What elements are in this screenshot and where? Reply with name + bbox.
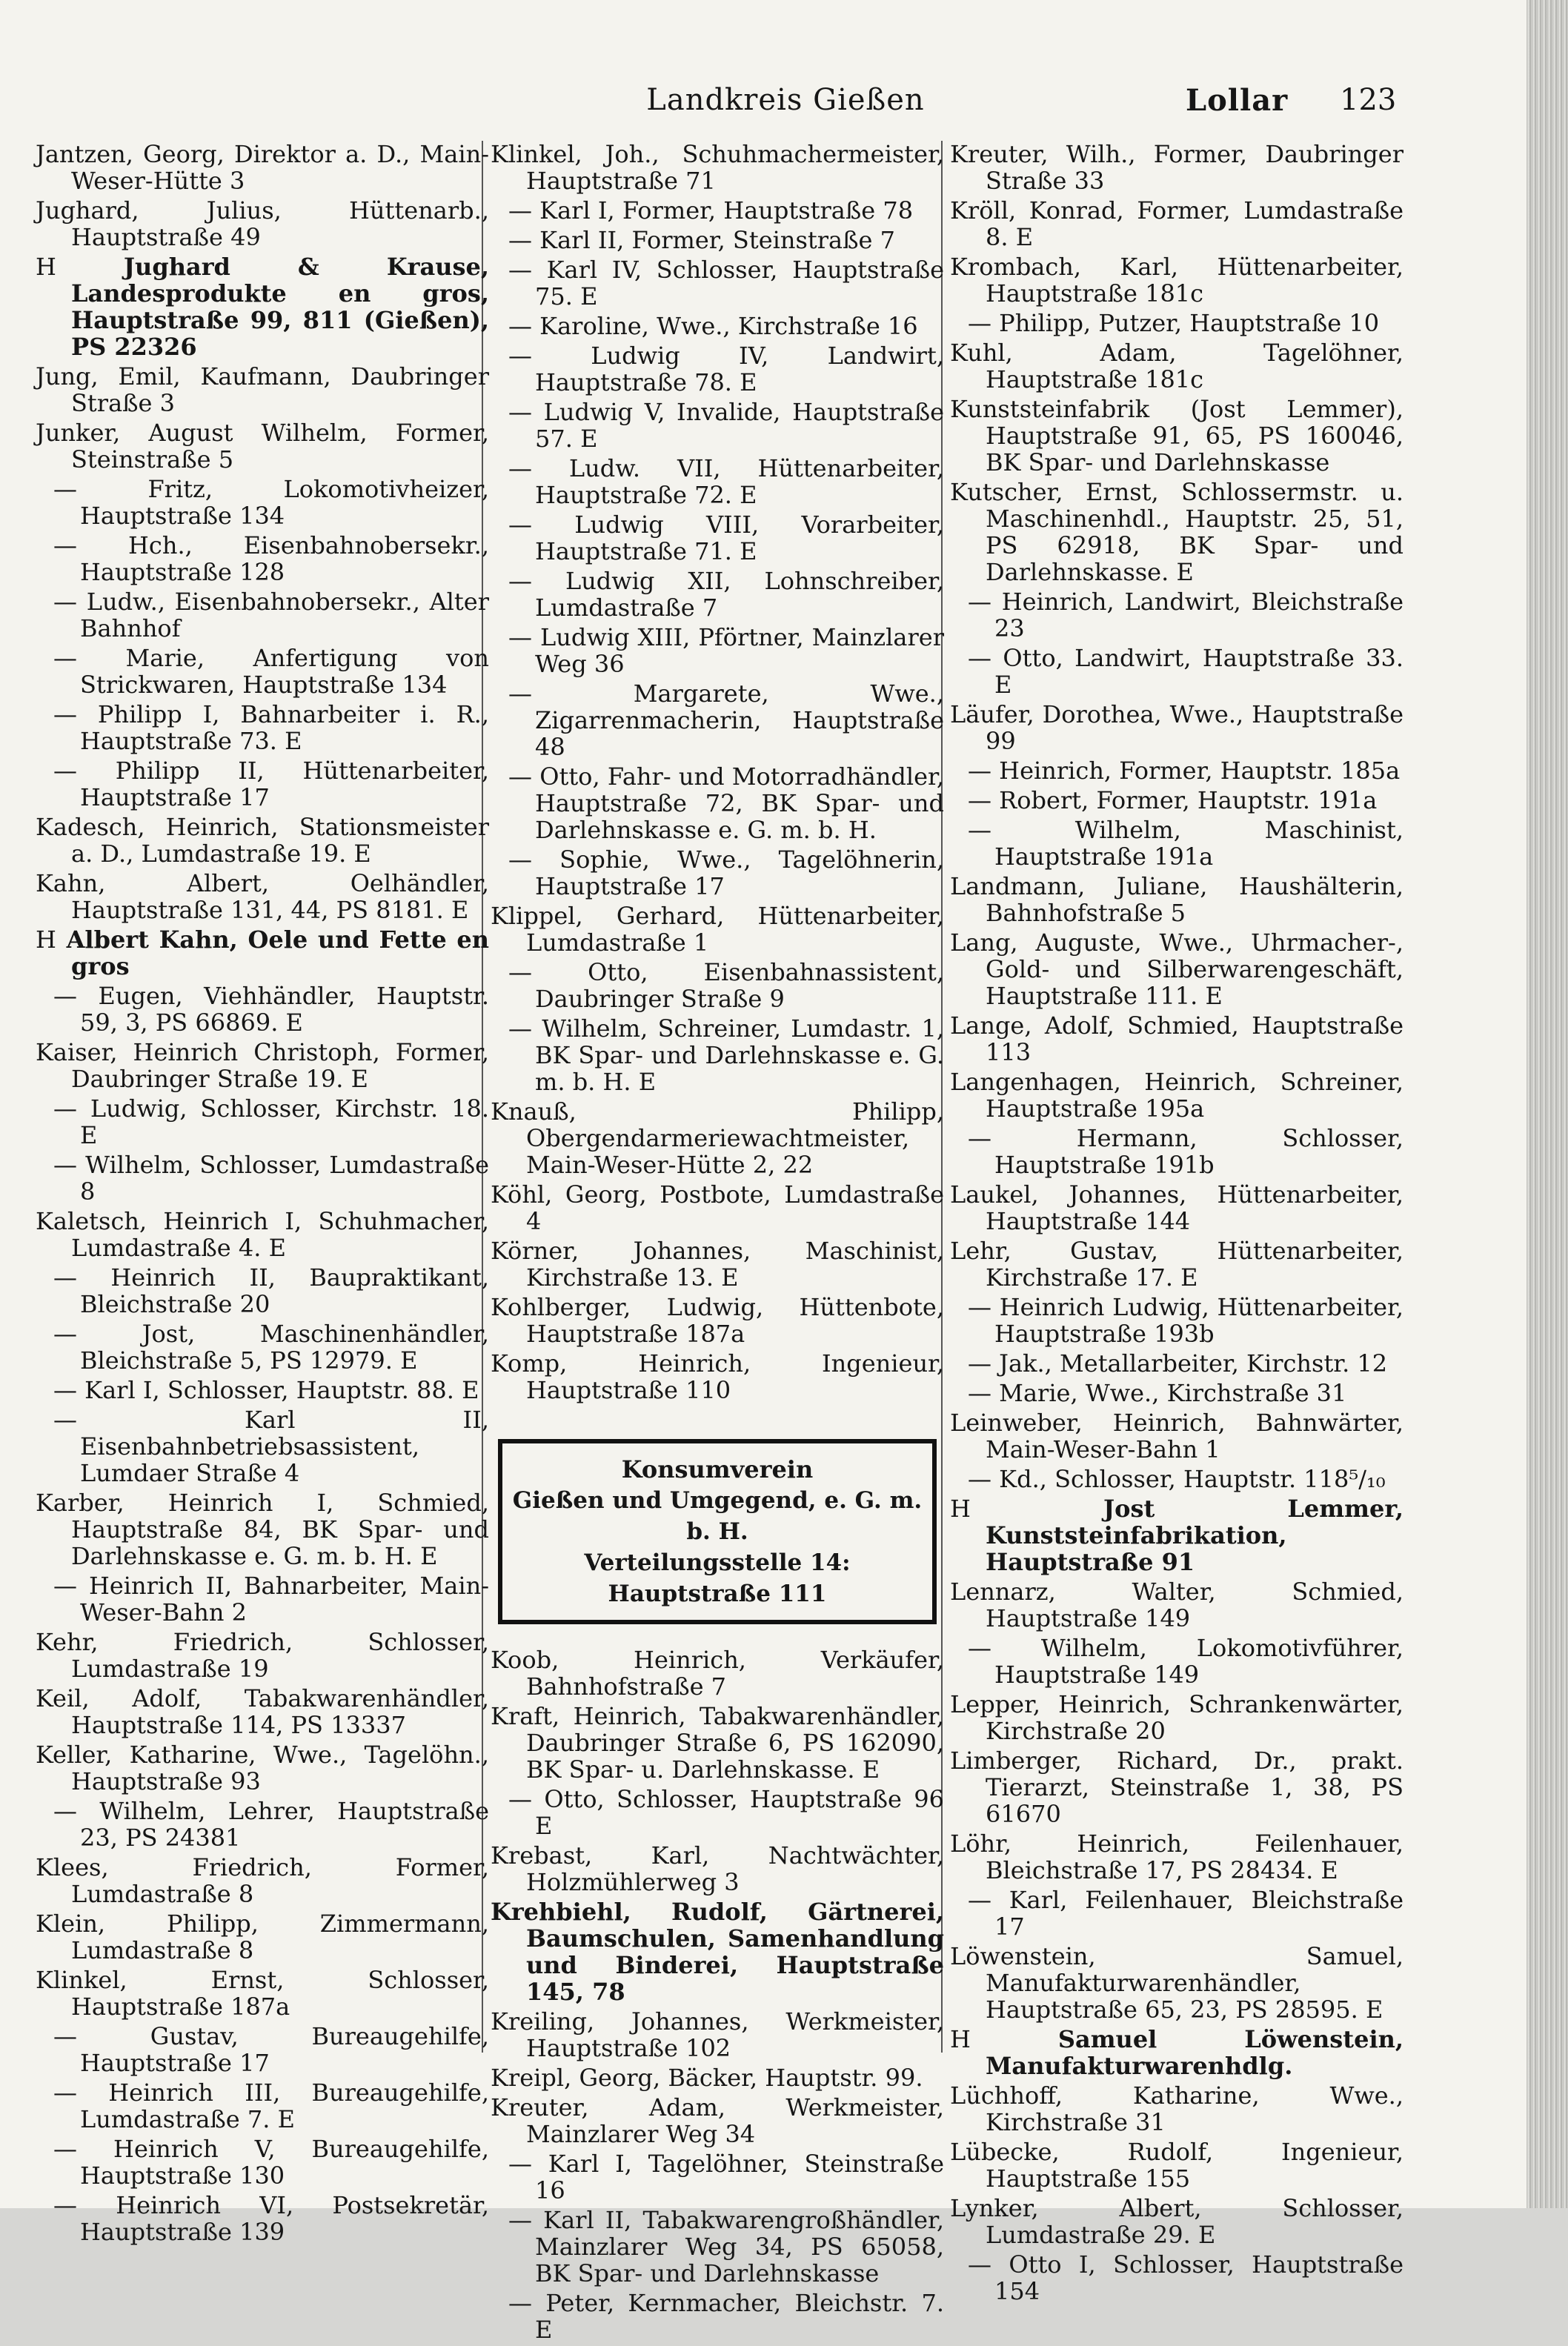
entry-text: Jughard & Krause, Landesprodukte en gros, Hauptstraße 99, 811 (Gießen), PS 22326	[71, 253, 489, 361]
directory-entry	[950, 1943, 1403, 2023]
entry-text: Kaletsch, Heinrich I, Schuhmacher, Lumdastraße 4. E	[36, 1207, 489, 1262]
entry-text: Limberger, Richard, Dr., prakt. Tierarzt, Steinstraße 1, 38, PS 61670	[950, 1747, 1403, 1828]
entry-text: Heinrich Ludwig, Hüttenarbeiter, Hauptstraße 193b	[994, 1293, 1403, 1348]
directory-entry	[950, 2195, 1403, 2248]
place-heading: Lollar	[1186, 83, 1289, 118]
directory-sub-entry	[36, 983, 489, 1036]
directory-sub-entry	[491, 2207, 944, 2287]
ditto-dash: —	[53, 2135, 114, 2163]
entry-text: Eugen, Viehhändler, Hauptstr. 59, 3, PS 66869. E	[80, 982, 490, 1037]
register-marker: H	[36, 926, 56, 954]
entry-text: Sophie, Wwe., Tagelöhnerin, Hauptstraße 17	[535, 845, 945, 900]
directory-sub-entry	[491, 680, 944, 760]
entry-text: Koob, Heinrich, Verkäufer, Bahnhofstraße 7	[491, 1646, 944, 1701]
directory-sub-entry	[36, 1152, 489, 1205]
directory-entry	[950, 2082, 1403, 2136]
directory-sub-entry	[950, 645, 1403, 698]
ditto-dash: —	[53, 475, 148, 503]
directory-entry	[950, 1747, 1403, 1827]
entry-text: Kreiling, Johannes, Werkmeister, Hauptstraße 102	[491, 2007, 944, 2062]
entry-text: Kreuter, Wilh., Former, Daubringer Straße 33	[950, 140, 1403, 195]
directory-entry	[950, 2139, 1403, 2192]
ditto-dash: —	[53, 982, 99, 1010]
directory-sub-entry	[36, 532, 489, 585]
directory-sub-entry	[491, 1786, 944, 1839]
entry-text: Robert, Former, Hauptstr. 191a	[999, 786, 1378, 814]
entry-text: Otto I, Schlosser, Hauptstraße 154	[994, 2250, 1403, 2305]
directory-sub-entry	[950, 787, 1403, 814]
ditto-dash: —	[53, 2191, 116, 2219]
entry-text: Fritz, Lokomotivheizer, Hauptstraße 134	[80, 475, 490, 530]
ditto-dash: —	[508, 398, 544, 426]
directory-entry	[950, 197, 1403, 250]
directory-sub-entry	[950, 1350, 1403, 1377]
entry-text: Kreipl, Georg, Bäcker, Hauptstr. 99.	[491, 2064, 923, 2092]
entry-text: Karl I, Former, Hauptstraße 78	[539, 196, 914, 225]
entry-text: Samuel Löwenstein, Manufakturwarenhdlg.	[986, 2025, 1403, 2080]
firm-entry	[950, 1495, 1403, 1575]
entry-text: Kunststeinfabrik (Jost Lemmer), Hauptstraße 91, 65, PS 160046, BK Spar- und Darlehnskasse	[950, 395, 1403, 476]
entry-text: Jantzen, Georg, Direktor a. D., Main-Weser-Hütte 3	[36, 140, 489, 195]
entry-text: Klees, Friedrich, Former, Lumdastraße 8	[36, 1853, 489, 1908]
directory-sub-entry	[950, 1125, 1403, 1178]
directory-entry	[36, 870, 489, 923]
entry-text: Kadesch, Heinrich, Stationsmeister a. D., Lumdastraße 19. E	[36, 813, 489, 868]
directory-sub-entry	[950, 757, 1403, 784]
entry-text: Wilhelm, Lokomotivführer, Hauptstraße 149	[994, 1634, 1404, 1689]
page-number: 123	[1340, 83, 1397, 117]
directory-column-3	[950, 141, 1403, 2307]
ditto-dash: —	[508, 226, 540, 254]
entry-text: Lehr, Gustav, Hüttenarbeiter, Kirchstraße 17. E	[950, 1237, 1403, 1292]
directory-entry	[491, 1294, 944, 1347]
entry-text: Gustav, Bureaugehilfe, Hauptstraße 17	[80, 2022, 490, 2077]
entry-text: Jak., Metallarbeiter, Kirchstr. 12	[999, 1349, 1388, 1378]
entry-text: Philipp II, Hüttenarbeiter, Hauptstraße 17	[80, 757, 490, 811]
directory-entry	[36, 1854, 489, 1907]
directory-sub-entry	[950, 588, 1403, 642]
entry-text: Wilhelm, Maschinist, Hauptstraße 191a	[994, 816, 1404, 871]
running-head	[0, 77, 1527, 129]
directory-sub-entry	[491, 763, 944, 843]
entry-text: Karl, Feilenhauer, Bleichstraße 17	[994, 1886, 1403, 1941]
ditto-dash: —	[53, 1797, 100, 1825]
entry-text: Lüchhoff, Katharine, Wwe., Kirchstraße 31	[950, 2081, 1403, 2136]
ditto-dash: —	[508, 196, 540, 225]
ditto-dash: —	[53, 531, 129, 559]
ditto-dash: —	[968, 816, 1075, 844]
entry-text: Langenhagen, Heinrich, Schreiner, Hauptstraße 195a	[950, 1068, 1403, 1123]
ditto-dash: —	[968, 786, 1000, 814]
ditto-dash: —	[508, 1785, 545, 1813]
directory-entry	[36, 1741, 489, 1795]
directory-entry	[36, 197, 489, 250]
directory-sub-entry	[36, 757, 489, 811]
directory-entry	[950, 1830, 1403, 1884]
firm-entry	[491, 1898, 944, 2005]
directory-entry	[950, 396, 1403, 476]
entry-text: Ludwig XIII, Pförtner, Mainzlarer Weg 36	[535, 623, 945, 678]
directory-entry	[491, 141, 944, 194]
directory-sub-entry	[491, 568, 944, 621]
ditto-dash: —	[53, 1376, 85, 1404]
ditto-dash: —	[968, 644, 1003, 672]
ditto-dash: —	[968, 2250, 1009, 2279]
ditto-dash: —	[53, 1320, 142, 1348]
directory-entry	[950, 253, 1403, 307]
ditto-dash: —	[53, 2022, 150, 2050]
entry-text: Lübecke, Rudolf, Ingenieur, Hauptstraße 155	[950, 2138, 1403, 2193]
entry-text: Karl I, Tagelöhner, Steinstraße 16	[535, 2150, 945, 2204]
directory-entry	[491, 1237, 944, 1291]
directory-sub-entry	[950, 1635, 1403, 1688]
entry-text: Heinrich V, Bureaugehilfe, Hauptstraße 130	[80, 2135, 490, 2190]
entry-text: Jughard, Julius, Hüttenarb., Hauptstraße 49	[36, 196, 489, 251]
entry-text: Margarete, Wwe., Zigarrenmacherin, Hauptstraße 48	[535, 679, 944, 761]
directory-entry	[950, 479, 1403, 585]
entry-text: Junker, August Wilhelm, Former, Steinstraße 5	[36, 419, 489, 473]
directory-entry	[36, 1629, 489, 1682]
directory-entry	[36, 814, 489, 867]
entry-text: Hch., Eisenbahnobersekr., Hauptstraße 128	[80, 531, 490, 586]
directory-sub-entry	[491, 2150, 944, 2204]
directory-entry	[491, 903, 944, 956]
directory-entry	[491, 1646, 944, 1700]
ditto-dash: —	[53, 1263, 111, 1292]
entry-text: Heinrich II, Baupraktikant, Bleichstraße 20	[80, 1263, 490, 1318]
entry-text: Ludwig V, Invalide, Hauptstraße 57. E	[535, 398, 945, 453]
entry-text: Otto, Landwirt, Hauptstraße 33. E	[994, 644, 1403, 699]
entry-text: Kohlberger, Ludwig, Hüttenbote, Hauptstraße 187a	[491, 1293, 944, 1348]
register-marker: H	[950, 2025, 971, 2053]
directory-entry	[950, 141, 1403, 194]
entry-text: Heinrich VI, Postsekretär, Hauptstraße 139	[80, 2191, 490, 2246]
ditto-dash: —	[968, 1465, 1000, 1493]
entry-text: Löhr, Heinrich, Feilenhauer, Bleichstraße 17, PS 28434. E	[950, 1830, 1403, 1884]
entry-text: Marie, Wwe., Kirchstraße 31	[999, 1379, 1347, 1407]
entry-text: Läufer, Dorothea, Wwe., Hauptstraße 99	[950, 700, 1403, 755]
entry-text: Jost, Maschinenhändler, Bleichstraße 5, PS 12979. E	[80, 1320, 490, 1375]
directory-sub-entry	[36, 1320, 489, 1374]
directory-entry	[36, 141, 489, 194]
ditto-dash: —	[508, 342, 591, 370]
entry-text: Otto, Eisenbahnassistent, Daubringer Straße 9	[535, 958, 944, 1013]
entry-text: Krebast, Karl, Nachtwächter, Holzmühlerweg 3	[491, 1841, 944, 1896]
entry-text: Köhl, Georg, Postbote, Lumdastraße 4	[491, 1180, 944, 1235]
entry-text: Komp, Heinrich, Ingenieur, Hauptstraße 110	[491, 1349, 944, 1404]
directory-sub-entry	[36, 476, 489, 529]
directory-sub-entry	[36, 645, 489, 698]
entry-text: Wilhelm, Schreiner, Lumdastr. 1, BK Spar- und Darlehnskasse e. G. m. b. H. E	[535, 1014, 945, 1096]
directory-entry	[36, 1208, 489, 1261]
firm-entry	[36, 253, 489, 360]
ditto-dash: —	[968, 309, 1000, 337]
page-title: Landkreis Gießen	[646, 83, 925, 117]
entry-text: Ludwig XII, Lohnschreiber, Lumdastraße 7	[535, 567, 945, 622]
ditto-dash: —	[53, 1151, 86, 1179]
entry-text: Leinweber, Heinrich, Bahnwärter, Main-Weser-Bahn 1	[950, 1409, 1403, 1463]
ditto-dash: —	[53, 1572, 89, 1600]
directory-sub-entry	[36, 1095, 489, 1149]
ditto-dash: —	[508, 2206, 544, 2234]
entry-text: Albert Kahn, Oele und Fette en gros	[66, 926, 490, 980]
ditto-dash: —	[508, 845, 560, 874]
entry-text: Heinrich, Landwirt, Bleichstraße 23	[994, 588, 1404, 642]
directory-sub-entry	[491, 846, 944, 900]
entry-text: Ludw., Eisenbahnobersekr., Alter Bahnhof	[80, 588, 490, 642]
entry-text: Otto, Schlosser, Hauptstraße 96 E	[535, 1785, 945, 1840]
entry-text: Heinrich II, Bahnarbeiter, Main-Weser-Bahn 2	[80, 1572, 490, 1626]
ditto-dash: —	[968, 1379, 1000, 1407]
directory-entry	[950, 701, 1403, 754]
directory-entry	[491, 1098, 944, 1178]
firm-entry	[36, 926, 489, 980]
entry-text: Philipp I, Bahnarbeiter i. R., Hauptstraße 73. E	[80, 700, 490, 755]
entry-text: Marie, Anfertigung von Strickwaren, Hauptstraße 134	[80, 644, 490, 699]
ditto-dash: —	[508, 2289, 546, 2317]
entry-text: Lennarz, Walter, Schmied, Hauptstraße 149	[950, 1578, 1403, 1632]
entry-text: Kd., Schlosser, Hauptstr. 118⁵/₁₀	[999, 1465, 1386, 1493]
ad-title: Konsumverein	[621, 1455, 814, 1483]
directory-sub-entry	[950, 2251, 1403, 2305]
directory-sub-entry	[491, 399, 944, 452]
directory-entry	[950, 339, 1403, 393]
directory-entry	[491, 1350, 944, 1403]
directory-sub-entry	[950, 817, 1403, 870]
ditto-dash: —	[508, 567, 565, 595]
directory-sub-entry	[491, 313, 944, 339]
directory-sub-entry	[36, 1798, 489, 1851]
entry-text: Kahn, Albert, Oelhändler, Hauptstraße 131, 44, PS 8181. E	[36, 869, 489, 924]
directory-entry	[950, 1181, 1403, 1235]
ditto-dash: —	[968, 1886, 1009, 1914]
entry-text: Landmann, Juliane, Haushälterin, Bahnhofstraße 5	[950, 872, 1403, 927]
entry-text: Wilhelm, Schlosser, Lumdastraße 8	[80, 1151, 490, 1206]
entry-text: Körner, Johannes, Maschinist, Kirchstraße 13. E	[491, 1237, 944, 1292]
directory-entry	[950, 1409, 1403, 1463]
ditto-dash: —	[53, 588, 87, 616]
entry-text: Keller, Katharine, Wwe., Tagelöhn., Hauptstraße 93	[36, 1741, 489, 1795]
directory-sub-entry	[36, 701, 489, 754]
entry-text: Karoline, Wwe., Kirchstraße 16	[539, 312, 918, 340]
directory-entry	[950, 1578, 1403, 1632]
directory-sub-entry	[36, 2136, 489, 2189]
directory-sub-entry	[36, 1264, 489, 1317]
directory-sub-entry	[950, 1294, 1403, 1347]
ditto-dash: —	[53, 1094, 90, 1123]
directory-entry	[36, 1685, 489, 1738]
directory-entry	[36, 1910, 489, 1964]
ditto-dash: —	[508, 312, 540, 340]
entry-text: Ludw. VII, Hüttenarbeiter, Hauptstraße 72. E	[535, 454, 944, 509]
directory-sub-entry	[491, 959, 944, 1012]
ditto-dash: —	[508, 623, 540, 651]
directory-sub-entry	[36, 588, 489, 642]
entry-text: Karl II, Tabakwarengroßhändler, Mainzlarer Weg 34, PS 65058, BK Spar- und Darlehnskasse	[535, 2206, 945, 2287]
directory-entry	[491, 2094, 944, 2147]
directory-entry	[491, 1181, 944, 1235]
entry-text: Hermann, Schlosser, Hauptstraße 191b	[994, 1124, 1404, 1179]
directory-entry	[950, 1237, 1403, 1291]
entry-text: Krehbiehl, Rudolf, Gärtnerei, Baumschulen, Samenhandlung und Binderei, Hauptstraße 145, 78	[491, 1898, 944, 2006]
entry-text: Laukel, Johannes, Hüttenarbeiter, Hauptstraße 144	[950, 1180, 1403, 1235]
directory-sub-entry	[491, 624, 944, 677]
directory-sub-entry	[491, 2290, 944, 2343]
directory-entry	[491, 1842, 944, 1895]
directory-sub-entry	[36, 1572, 489, 1626]
entry-text: Philipp, Putzer, Hauptstraße 10	[999, 309, 1380, 337]
entry-text: Kaiser, Heinrich Christoph, Former, Daubringer Straße 19. E	[36, 1038, 489, 1093]
directory-sub-entry	[950, 1466, 1403, 1492]
entry-text: Knauß, Philipp, Obergendarmeriewachtmeister, Main-Weser-Hütte 2, 22	[491, 1097, 944, 1179]
entry-text: Otto, Fahr- und Motorradhändler, Hauptstraße 72, BK Spar- und Darlehnskasse e. G. m. b. H.	[535, 762, 945, 844]
directory-sub-entry	[491, 342, 944, 396]
directory-entry	[950, 1069, 1403, 1122]
ditto-dash: —	[508, 256, 547, 284]
ditto-dash: —	[968, 1293, 1000, 1321]
ditto-dash: —	[53, 757, 116, 785]
directory-sub-entry	[950, 1380, 1403, 1406]
column-2-entries-after-ad	[491, 1646, 944, 2343]
column-2-entries	[491, 141, 944, 1403]
entry-text: Karl II, Former, Steinstraße 7	[539, 226, 895, 254]
ditto-dash: —	[53, 1406, 245, 1434]
directory-entry	[950, 1691, 1403, 1744]
ditto-dash: —	[53, 2078, 109, 2107]
directory-entry	[36, 363, 489, 416]
directory-sub-entry	[491, 197, 944, 224]
entry-text: Kreuter, Adam, Werkmeister, Mainzlarer Weg 34	[491, 2093, 944, 2148]
ditto-dash: —	[968, 1634, 1041, 1662]
ditto-dash: —	[968, 1349, 1000, 1378]
directory-entry	[491, 1703, 944, 1783]
register-marker: H	[36, 253, 56, 281]
ditto-dash: —	[968, 588, 1002, 616]
ditto-dash: —	[968, 1124, 1077, 1152]
directory-entry	[950, 929, 1403, 1009]
entry-text: Ludwig IV, Landwirt, Hauptstraße 78. E	[535, 342, 944, 396]
directory-sub-entry	[36, 2079, 489, 2133]
directory-column-1	[36, 141, 489, 2248]
entry-text: Ludwig, Schlosser, Kirchstr. 18. E	[80, 1094, 490, 1149]
entry-text: Klippel, Gerhard, Hüttenarbeiter, Lumdastraße 1	[491, 902, 944, 957]
entry-text: Klinkel, Joh., Schuhmachermeister, Hauptstraße 71	[491, 140, 944, 195]
directory-sub-entry	[36, 2192, 489, 2245]
entry-text: Wilhelm, Lehrer, Hauptstraße 23, PS 24381	[80, 1797, 490, 1852]
directory-entry	[491, 2008, 944, 2061]
entry-text: Kraft, Heinrich, Tabakwarenhändler, Daubringer Straße 6, PS 162090, BK Spar- u. Darlehnskasse. E	[491, 1702, 944, 1784]
entry-text: Karl IV, Schlosser, Hauptstraße 75. E	[535, 256, 944, 310]
entry-text: Lange, Adolf, Schmied, Hauptstraße 113	[950, 1011, 1403, 1066]
entry-text: Kutscher, Ernst, Schlossermstr. u. Maschinenhdl., Hauptstr. 25, 51, PS 62918, BK Spar- und Darlehnskasse. E	[950, 478, 1403, 586]
advertisement-box	[498, 1439, 937, 1624]
entry-text: Peter, Kernmacher, Bleichstr. 7. E	[535, 2289, 945, 2344]
ditto-dash: —	[508, 2150, 548, 2178]
ditto-dash: —	[968, 757, 1000, 785]
entry-text: Kröll, Konrad, Former, Lumdastraße 8. E	[950, 196, 1403, 251]
directory-sub-entry	[491, 256, 944, 310]
ditto-dash: —	[508, 454, 569, 482]
entry-text: Jung, Emil, Kaufmann, Daubringer Straße 3	[36, 362, 489, 417]
directory-entry	[491, 2064, 944, 2091]
directory-entry	[950, 1012, 1403, 1066]
directory-sub-entry	[491, 455, 944, 508]
entry-text: Keil, Adolf, Tabakwarenhändler, Hauptstraße 114, PS 13337	[36, 1684, 489, 1739]
directory-entry	[36, 419, 489, 473]
directory-sub-entry	[491, 1015, 944, 1095]
entry-text: Lynker, Albert, Schlosser, Lumdastraße 29. E	[950, 2194, 1403, 2249]
entry-text: Karber, Heinrich I, Schmied, Hauptstraße 84, BK Spar- und Darlehnskasse e. G. m. b. H. E	[36, 1489, 489, 1570]
firm-entry	[950, 2026, 1403, 2079]
entry-text: Löwenstein, Samuel, Manufakturwarenhändler, Hauptstraße 65, 23, PS 28595. E	[950, 1942, 1403, 2024]
ditto-dash: —	[508, 762, 540, 791]
ditto-dash: —	[508, 958, 588, 986]
entry-text: Heinrich, Former, Hauptstr. 185a	[999, 757, 1401, 785]
directory-sub-entry	[36, 1377, 489, 1403]
ditto-dash: —	[508, 1014, 542, 1043]
entry-text: Krombach, Karl, Hüttenarbeiter, Hauptstraße 181c	[950, 253, 1403, 308]
ad-address: Verteilungsstelle 14: Hauptstraße 111	[584, 1549, 851, 1607]
ditto-dash: —	[53, 700, 98, 728]
directory-sub-entry	[491, 511, 944, 565]
directory-entry	[36, 1489, 489, 1569]
entry-text: Lepper, Heinrich, Schrankenwärter, Kirchstraße 20	[950, 1690, 1403, 1745]
entry-text: Karl I, Schlosser, Hauptstr. 88. E	[84, 1376, 479, 1404]
ditto-dash: —	[508, 679, 634, 708]
directory-entry	[36, 1967, 489, 2020]
directory-sub-entry	[491, 227, 944, 253]
book-page-edge	[1527, 0, 1568, 2208]
directory-sub-entry	[36, 2023, 489, 2076]
directory-entry	[36, 1039, 489, 1092]
ad-subtitle: Gießen und Umgegend, e. G. m. b. H.	[512, 1487, 923, 1545]
register-marker: H	[950, 1495, 971, 1523]
entry-text: Jost Lemmer, Kunststeinfabrikation, Hauptstraße 91	[986, 1495, 1404, 1576]
entry-text: Heinrich III, Bureaugehilfe, Lumdastraße 7. E	[80, 2078, 489, 2133]
entry-text: Klein, Philipp, Zimmermann, Lumdastraße 8	[36, 1910, 489, 1964]
entry-text: Ludwig VIII, Vorarbeiter, Hauptstraße 71. E	[535, 511, 945, 565]
directory-sub-entry	[950, 1887, 1403, 1940]
entry-text: Karl II, Eisenbahnbetriebsassistent, Lumdaer Straße 4	[80, 1406, 489, 1487]
ditto-dash: —	[508, 511, 575, 539]
ditto-dash: —	[53, 644, 126, 672]
entry-text: Klinkel, Ernst, Schlosser, Hauptstraße 187a	[36, 1966, 489, 2021]
entry-text: Kehr, Friedrich, Schlosser, Lumdastraße 19	[36, 1628, 489, 1683]
directory-sub-entry	[36, 1406, 489, 1486]
entry-text: Kuhl, Adam, Tagelöhner, Hauptstraße 181c	[950, 339, 1403, 393]
entry-text: Lang, Auguste, Wwe., Uhrmacher-, Gold- und Silberwarengeschäft, Hauptstraße 111. E	[950, 928, 1403, 1010]
directory-column-2	[491, 141, 944, 2346]
directory-sub-entry	[950, 310, 1403, 336]
directory-entry	[950, 873, 1403, 926]
